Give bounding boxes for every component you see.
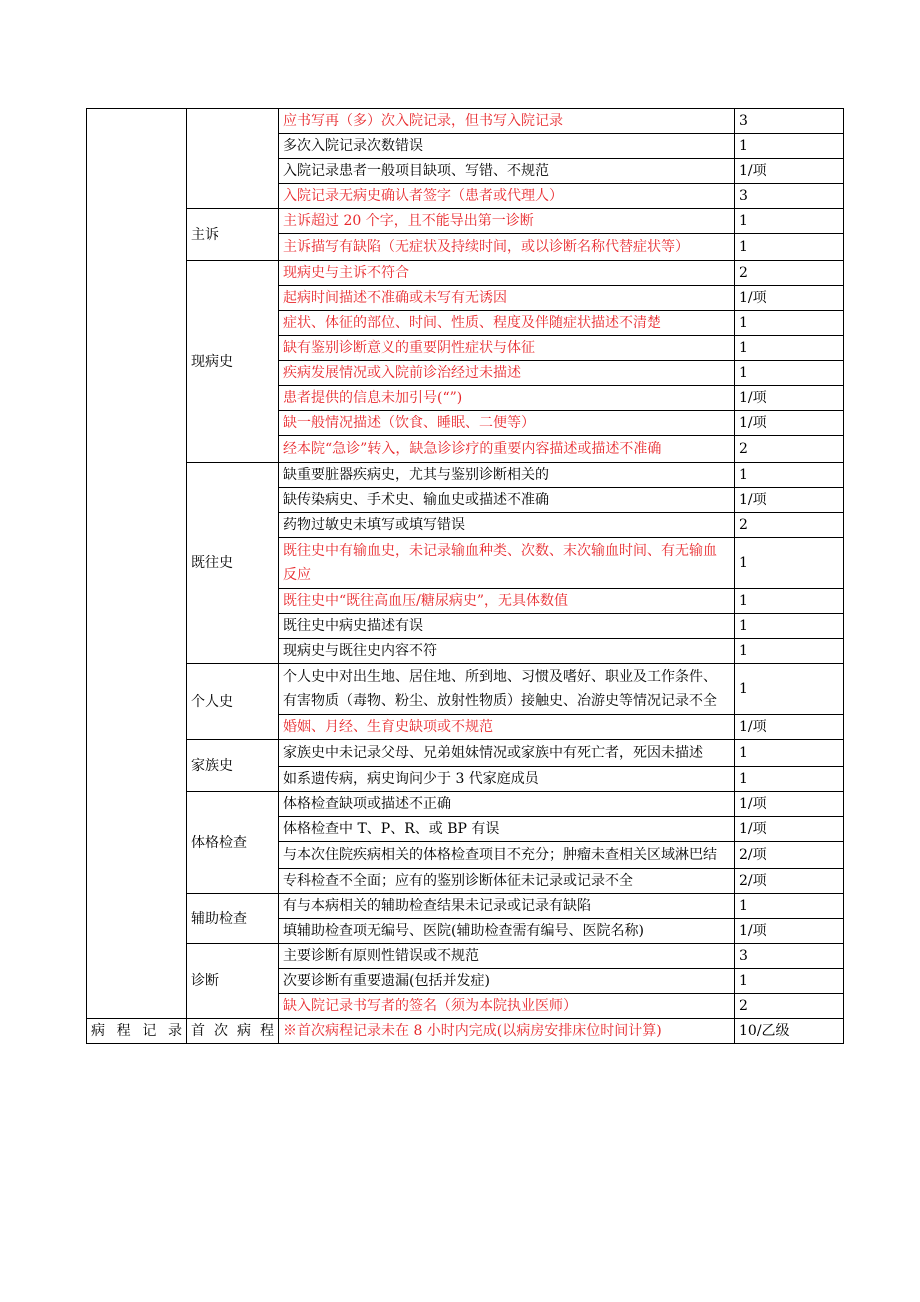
score-value: 1/项 (735, 159, 844, 184)
criterion-text: 体格检查中 T、P、R、或 BP 有误 (279, 817, 735, 842)
criterion-text: 症状、体征的部位、时间、性质、程度及伴随症状描述不清楚 (279, 311, 735, 336)
table-row (87, 740, 844, 767)
criterion-text: 主诉描写有缺陷（无症状及持续时间，或以诊断名称代替症状等） (279, 234, 735, 261)
score-value: 1 (735, 234, 844, 261)
criterion-text: 既往史中有输血史，未记录输血种类、次数、末次输血时间、有无输血反应 (279, 538, 735, 589)
score-value: 1 (735, 311, 844, 336)
criterion-text: 起病时间描述不准确或未写有无诱因 (279, 286, 735, 311)
score-value: 1 (735, 664, 844, 715)
score-value: 2 (735, 513, 844, 538)
score-value: 2 (735, 994, 844, 1019)
score-value: 1 (735, 538, 844, 589)
score-value: 2/项 (735, 842, 844, 869)
criterion-text: 有与本病相关的辅助检查结果未记录或记录有缺陷 (279, 894, 735, 919)
table-row (87, 261, 844, 286)
criterion-text: 专科检查不全面；应有的鉴别诊断体征未记录或记录不全 (279, 869, 735, 894)
criterion-text: 体格检查缺项或描述不正确 (279, 792, 735, 817)
score-value: 2 (735, 261, 844, 286)
criterion-text: 入院记录无病史确认者签字（患者或代理人） (279, 184, 735, 209)
criterion-text: 缺一般情况描述（饮食、睡眠、二便等） (279, 411, 735, 436)
subcategory-cell (187, 109, 279, 209)
section-diagnosis: 诊断 (187, 944, 279, 1019)
table-row (87, 463, 844, 488)
score-value: 1 (735, 463, 844, 488)
subcategory-first-progress-note: 首次病程 (187, 1019, 279, 1044)
score-value: 1/项 (735, 715, 844, 740)
category-cell (87, 109, 187, 1019)
criterion-text: 主要诊断有原则性错误或不规范 (279, 944, 735, 969)
score-value: 1/项 (735, 488, 844, 513)
criterion-text: 应书写再（多）次入院记录，但书写入院记录 (279, 109, 735, 134)
score-value: 1/项 (735, 411, 844, 436)
score-value: 10/乙级 (735, 1019, 844, 1044)
criterion-text: 患者提供的信息未加引号(“”) (279, 386, 735, 411)
score-value: 1 (735, 336, 844, 361)
score-value: 3 (735, 184, 844, 209)
section-auxiliary-exam: 辅助检查 (187, 894, 279, 944)
criterion-text: 入院记录患者一般项目缺项、写错、不规范 (279, 159, 735, 184)
criterion-text: 家族史中未记录父母、兄弟姐妹情况或家族中有死亡者，死因未描述 (279, 740, 735, 767)
criterion-text: 缺重要脏器疾病史，尤其与鉴别诊断相关的 (279, 463, 735, 488)
criterion-text: 缺有鉴别诊断意义的重要阴性症状与体征 (279, 336, 735, 361)
score-value: 1 (735, 894, 844, 919)
score-value: 3 (735, 109, 844, 134)
criterion-text: 婚姻、月经、生育史缺项或不规范 (279, 715, 735, 740)
score-value: 1 (735, 209, 844, 234)
score-value: 1/项 (735, 817, 844, 842)
criterion-text: 填辅助检查项无编号、医院(辅助检查需有编号、医院名称) (279, 919, 735, 944)
criterion-text: 个人史中对出生地、居住地、所到地、习惯及嗜好、职业及工作条件、有害物质（毒物、粉尘、放射性物质）接触史、冶游史等情况记录不全 (279, 664, 735, 715)
criterion-text: 现病史与既往史内容不符 (279, 639, 735, 664)
criterion-text: 疾病发展情况或入院前诊治经过未描述 (279, 361, 735, 386)
criterion-text: 缺传染病史、手术史、输血史或描述不准确 (279, 488, 735, 513)
criterion-text: 多次入院记录次数错误 (279, 134, 735, 159)
criterion-text: 经本院“急诊”转入，缺急诊诊疗的重要内容描述或描述不准确 (279, 436, 735, 463)
category-progress-notes: 病程记录 (87, 1019, 187, 1044)
criterion-text: 既往史中“既往高血压/糖尿病史”，无具体数值 (279, 589, 735, 614)
section-personal-history: 个人史 (187, 664, 279, 740)
table-row (87, 1019, 844, 1044)
score-value: 1 (735, 361, 844, 386)
criterion-text: 与本次住院疾病相关的体格检查项目不充分；肿瘤未查相关区域淋巴结 (279, 842, 735, 869)
score-value: 1 (735, 134, 844, 159)
score-value: 2/项 (735, 869, 844, 894)
score-value: 1 (735, 614, 844, 639)
score-value: 2 (735, 436, 844, 463)
criterion-text: 现病史与主诉不符合 (279, 261, 735, 286)
score-value: 1 (735, 767, 844, 792)
criterion-text: 如系遗传病，病史询问少于 3 代家庭成员 (279, 767, 735, 792)
section-past-history: 既往史 (187, 463, 279, 664)
section-physical-exam: 体格检查 (187, 792, 279, 894)
table-row (87, 894, 844, 919)
score-value: 1/项 (735, 919, 844, 944)
section-family-history: 家族史 (187, 740, 279, 792)
scoring-table (86, 108, 844, 1044)
section-present-illness: 现病史 (187, 261, 279, 463)
criterion-text: 药物过敏史未填写或填写错误 (279, 513, 735, 538)
table-row (87, 944, 844, 969)
criterion-text: ※首次病程记录未在 8 小时内完成(以病房安排床位时间计算) (279, 1019, 735, 1044)
criterion-text: 既往史中病史描述有误 (279, 614, 735, 639)
score-value: 1/项 (735, 286, 844, 311)
score-value: 1 (735, 589, 844, 614)
criterion-text: 主诉超过 20 个字，且不能导出第一诊断 (279, 209, 735, 234)
criterion-text: 次要诊断有重要遗漏(包括并发症) (279, 969, 735, 994)
table-row (87, 664, 844, 715)
score-value: 3 (735, 944, 844, 969)
score-value: 1 (735, 969, 844, 994)
table-row (87, 109, 844, 134)
section-chief-complaint: 主诉 (187, 209, 279, 261)
score-value: 1/项 (735, 792, 844, 817)
score-value: 1 (735, 639, 844, 664)
score-value: 1/项 (735, 386, 844, 411)
table-row (87, 792, 844, 817)
table-row (87, 209, 844, 234)
criterion-text: 缺入院记录书写者的签名（须为本院执业医师） (279, 994, 735, 1019)
score-value: 1 (735, 740, 844, 767)
